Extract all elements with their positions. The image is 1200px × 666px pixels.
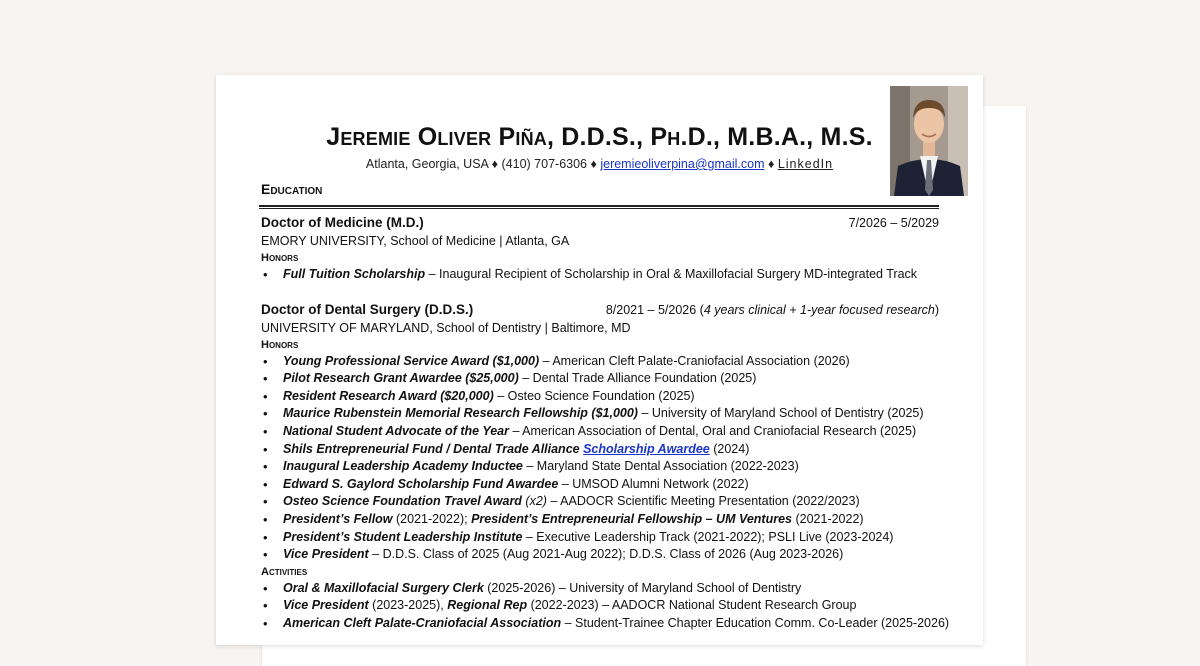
item-bold: President’s Fellow <box>283 511 393 526</box>
list-item <box>261 405 939 423</box>
item-text: – Executive Leadership Track (2021-2022); PSLI Live (2023-2024) <box>522 529 894 544</box>
honors-heading: Honors <box>261 252 299 264</box>
email-link[interactable]: jeremieoliverpina@gmail.com <box>600 157 765 171</box>
item-bold: Resident Research Award ($20,000) <box>283 388 494 403</box>
scholarship-link[interactable]: Scholarship Awardee <box>583 441 710 456</box>
item-bold: American Cleft Palate-Craniofacial Association <box>283 615 562 630</box>
item-bold: Regional Rep <box>447 598 528 613</box>
candidate-name: Jeremie Oliver Piña, D.D.S., Ph.D., M.B.A., M.S. <box>326 123 873 151</box>
item-bold: Vice President <box>283 598 369 613</box>
list-item <box>261 511 939 529</box>
list-item <box>261 423 939 441</box>
dates-range: 8/2021 – 5/2026 ( <box>605 302 704 317</box>
degree-title: Doctor of Medicine (M.D.) <box>261 215 424 230</box>
resume-page <box>216 75 983 645</box>
item-text: – American Association of Dental, Oral and Craniofacial Research (2025) <box>508 423 917 438</box>
item-bold: Maurice Rubenstein Memorial Research Fellowship ($1,000) <box>283 406 638 421</box>
md-honors-list <box>261 266 939 284</box>
degree-dates: 7/2026 – 5/2029 <box>848 216 939 230</box>
item-bold: President’s Student Leadership Institute <box>283 529 523 544</box>
school-line: EMORY UNIVERSITY, School of Medicine | Atlanta, GA <box>261 234 570 248</box>
item-bold: Pilot Research Grant Awardee ($25,000) <box>283 371 519 386</box>
degree-dates <box>606 303 939 317</box>
item-text: (2025-2026) – University of Maryland School of Dentistry <box>483 580 802 595</box>
item-text: (2021-2022) <box>792 511 864 526</box>
activities-heading: Activities <box>261 565 308 578</box>
list-item <box>261 388 939 406</box>
education-content <box>261 215 950 633</box>
section-rule <box>259 208 939 209</box>
list-item <box>261 476 939 494</box>
item-bold: National Student Advocate of the Year <box>283 423 509 438</box>
list-item <box>261 493 939 511</box>
list-item <box>261 597 939 615</box>
item-text: – Inaugural Recipient of Scholarship in Oral & Maxillofacial Surgery MD-integrated Track <box>425 267 918 281</box>
list-item <box>261 458 939 476</box>
list-item <box>261 546 939 564</box>
dds-activities-list <box>261 580 950 633</box>
item-bold: Osteo Science Foundation Travel Award <box>283 494 522 509</box>
dates-note: 4 years clinical + 1-year focused research <box>703 302 935 317</box>
item-bold: Vice President <box>283 547 369 562</box>
separator: ♦ <box>764 157 778 171</box>
item-text: (2021-2022); <box>392 511 472 526</box>
degree-md <box>261 215 939 233</box>
item-text: (2023-2025), <box>368 598 448 613</box>
list-item <box>261 370 939 388</box>
list-item <box>261 266 939 284</box>
item-italic: (x2) <box>521 494 547 509</box>
dds-honors-list <box>261 353 939 564</box>
item-bold: Oral & Maxillofacial Surgery Clerk <box>283 580 484 595</box>
section-rule <box>259 205 939 207</box>
list-item <box>261 529 939 547</box>
item-text: – University of Maryland School of Dentistry (2025) <box>637 406 924 421</box>
dates-close: ) <box>934 302 939 317</box>
separator: ♦ <box>587 157 601 171</box>
item-bold: Inaugural Leadership Academy Inductee <box>283 459 523 474</box>
item-text: – Maryland State Dental Association (2022-2023) <box>522 459 799 474</box>
list-item <box>261 441 939 459</box>
item-text: (2024) <box>709 441 750 456</box>
item-bold: Edward S. Gaylord Scholarship Fund Awardee <box>283 476 559 491</box>
section-heading-education: Education <box>261 181 323 197</box>
honors-heading: Honors <box>261 338 299 351</box>
item-text: – Osteo Science Foundation (2025) <box>493 388 695 403</box>
school-line: UNIVERSITY OF MARYLAND, School of Dentistry | Baltimore, MD <box>261 320 631 335</box>
list-item <box>261 353 939 371</box>
separator: ♦ <box>488 157 502 171</box>
phone: (410) 707-6306 <box>501 157 588 171</box>
item-text: – American Cleft Palate-Craniofacial Association (2026) <box>539 353 850 368</box>
item-text: (2022-2023) – AADOCR National Student Research Group <box>527 598 857 613</box>
linkedin-link[interactable]: LinkedIn <box>777 157 834 171</box>
item-bold: Young Professional Service Award ($1,000) <box>283 353 540 368</box>
item-text: – UMSOD Alumni Network (2022) <box>558 476 749 491</box>
item-text: – Dental Trade Alliance Foundation (2025) <box>518 371 757 386</box>
list-item <box>261 580 939 598</box>
item-text: – AADOCR Scientific Meeting Presentation (2022/2023) <box>546 494 860 509</box>
item-text: – Student-Trainee Chapter Education Comm. Co-Leader (2025-2026) <box>561 615 950 630</box>
degree-dds <box>261 302 939 320</box>
location: Atlanta, Georgia, USA <box>365 157 489 171</box>
item-bold: Shils Entrepreneurial Fund / Dental Trade Alliance <box>283 441 584 456</box>
item-bold: Full Tuition Scholarship <box>283 267 426 281</box>
item-text: – D.D.S. Class of 2025 (Aug 2021-Aug 2022); D.D.S. Class of 2026 (Aug 2023-2026) <box>368 547 844 562</box>
contact-line <box>216 157 983 171</box>
item-bold: President’s Entrepreneurial Fellowship – UM Ventures <box>471 511 792 526</box>
degree-title: Doctor of Dental Surgery (D.D.S.) <box>261 301 474 317</box>
